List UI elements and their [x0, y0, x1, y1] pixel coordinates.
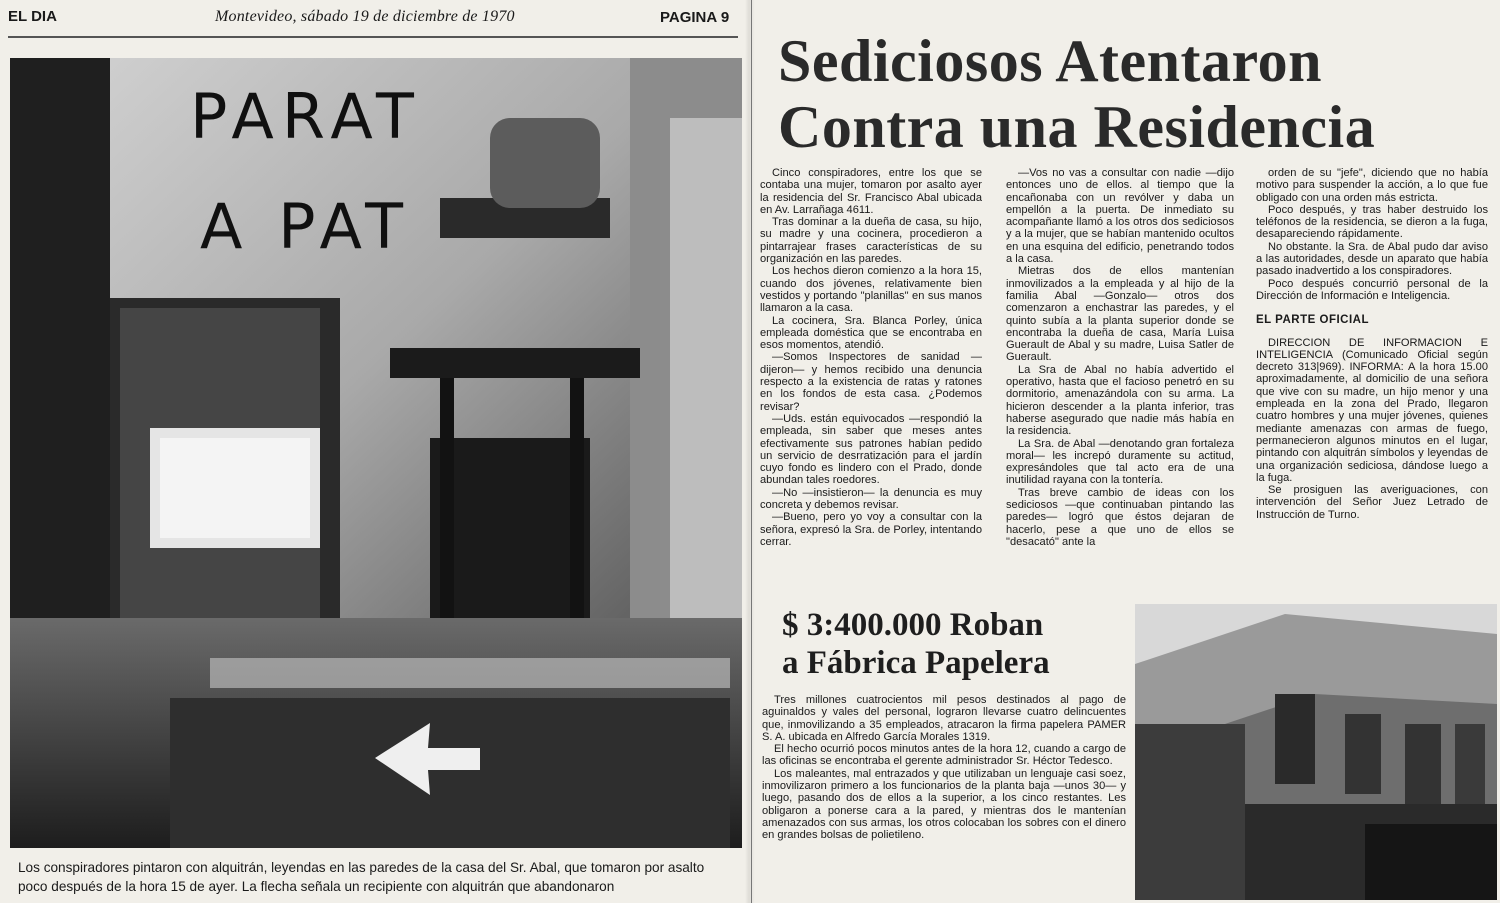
second-story-body — [762, 694, 1126, 899]
paragraph: —No —insistieron— la denuncia es muy concreta y debemos revisar. — [760, 486, 982, 512]
page-fold — [745, 0, 759, 903]
main-story-column-2 — [1006, 167, 1234, 607]
building-photo-illustration — [1135, 604, 1497, 900]
dateline: Montevideo, sábado 19 de diciembre de 1970 — [215, 8, 515, 25]
paragraph: —Somos Inspectores de sanidad —dijeron— y hemos recibido una denuncia respecto a la existencia de ratas y ratones en los fondos de esta casa. ¿Podemos revisar? — [760, 351, 982, 413]
paragraph: El hecho ocurrió pocos minutos antes de la hora 12, cuando a cargo de las oficinas se encontraba el gerente administrador Sr. Héctor Tedesco. — [762, 743, 1126, 768]
main-story-column-1 — [760, 167, 982, 607]
main-headline-line-1: Sediciosos Atentaron — [778, 28, 1322, 94]
paragraph: La Sra. de Abal —denotando gran fortaleza moral— les increpó duramente su actitud, expresándoles que tal acto era de una inutilidad rayana con la tontería. — [1006, 437, 1234, 487]
paragraph: —Bueno, pero yo voy a consultar con la señora, expresó la Sra. de Porley, intentando cerrar. — [760, 511, 982, 548]
page-number: PAGINA 9 — [660, 9, 730, 26]
official-report-heading: EL PARTE OFICIAL — [1256, 314, 1369, 327]
official-report-text: DIRECCION DE INFORMACION E INTELIGENCIA (Comunicado Oficial según decreto 313|969). INFORMA: A la hora 15.00 aproximadamente, al domicilio de una señora que vive con su madre, un hijo menor y una empleada en la zona del Prado, llegaron cuatro hombres y una mujer jóvenes, quienes mediante amenazas con armas de fuego, permanecieron algunos minutos en el lugar, pintando con alquitrán símbolos y leyendas de una organización sediciosa, dándose luego a la fuga. — [1256, 336, 1488, 484]
graffiti-line-1: PARAT — [190, 80, 422, 153]
paragraph: Los maleantes, mal entrazados y que utilizaban un lenguaje casi soez, inmovilizaron primero a los funcionarios de la planta baja —unos 30— y luego, pasando dos de ellos a la superior, a los cinco restantes. Les obligaron a ponerse cara a la pared, y mientras dos le mantenían amenazados con sus armas, los otros colocaban los sobres con el dinero en grandes bolsas de polietileno. — [762, 767, 1126, 842]
paragraph: Poco después, y tras haber destruido los teléfonos de la residencia, se dieron a la fuga, desapareciendo rápidamente. — [1256, 203, 1488, 241]
residence-photo-illustration — [10, 58, 742, 848]
official-report-close: Se prosiguen las averiguaciones, con intervención del Señor Juez Letrado de Instrucción de Turno. — [1256, 484, 1488, 521]
paragraph: Cinco conspiradores, entre los que se contaba una mujer, tomaron por asalto ayer la residencia del Sr. Francisco Abal ubicada en Av. Larrañaga 4611. — [760, 167, 982, 216]
main-story-column-3 — [1256, 167, 1488, 607]
photo-caption: Los conspiradores pintaron con alquitrán, leyendas en las paredes de la casa del Sr. Abal, que tomaron por asalto poco después de la hora 15 de ayer. La flecha señala un recipiente con alquitrán que abandonaron — [18, 860, 705, 894]
second-headline-line-2: a Fábrica Papelera — [782, 645, 1050, 681]
paragraph: Tras dominar a la dueña de casa, su hijo, su madre y una cocinera, procedieron a pintarrajear frases características de su organización en las paredes. — [760, 216, 982, 266]
paragraph: Los hechos dieron comienzo a la hora 15, cuando dos jóvenes, relativamente bien vestidos y portando "planillas" en sus manos llamaron a la casa. — [760, 265, 982, 315]
masthead-rule — [8, 36, 738, 38]
residence-photo — [10, 58, 742, 848]
paragraph: orden de su "jefe", diciendo que no había motivo para suspender la acción, a lo que fue obligado con una orden más estricta. — [1256, 167, 1488, 204]
paragraph: La cocinera, Sra. Blanca Porley, única empleada doméstica que se encontraba en esos momentos, atendió. — [760, 314, 982, 352]
paragraph: Mietras dos de ellos mantenían inmovilizados a la empleada y al hijo de la familia Abal —Gonzalo— otros dos comenzaron a enchastrar las paredes, y el quinto subía a la planta superior donde se encontraba la dueña de casa, María Luisa Guerault de Abal y su madre, Luisa Satler de Guerault. — [1006, 265, 1234, 364]
main-headline — [778, 28, 1478, 160]
paragraph: —Vos no vas a consultar con nadie —dijo entonces uno de ellos. al tiempo que la encañonaba con un revólver y daba un empellón a la puerta. De inmediato su acompañante llamó a los otros dos sediciosos y a la mujer, que se habían mantenido ocultos en una esquina del edificio, penetrando todos a la casa. — [1006, 167, 1234, 266]
paragraph: Tres millones cuatrocientos mil pesos destinados al pago de aguinaldos y vales del personal, lograron llevarse cuatro delincuentes que, inmovilizando a 35 empleados, atracaron la firma papelera PAMER S. A. ubicada en Alfredo García Morales 1319. — [762, 694, 1126, 743]
second-headline-line-1: $ 3:400.000 Roban — [782, 607, 1044, 643]
paragraph: Tras breve cambio de ideas con los sediciosos —que continuaban pintando las paredes— logró que éstos dejaran de hacerlo, pese a que uno de ellos se "desacató" ante la — [1006, 486, 1234, 548]
graffiti-line-2: A PAT — [200, 190, 412, 263]
main-headline-line-2: Contra una Residencia — [778, 94, 1376, 160]
paragraph: —Uds. están equivocados —respondió la empleada, sin saber que meses antes efectivamente sus patrones habían pedido un servicio de desrratización para el jardín cuyo fondo es lindero con el Prado, donde abundan tales roedores. — [760, 412, 982, 487]
building-photo — [1135, 604, 1497, 900]
column-divider — [751, 0, 752, 903]
paragraph: Poco después concurrió personal de la Dirección de Información e Inteligencia. — [1256, 277, 1488, 302]
paragraph: La Sra de Abal no había advertido el operativo, hasta que el facioso penetró en su dormitorio, amenazándola con su arma. La hicieron descender a la planta inferior, tras haberse asegurado que nadie más había en la residencia. — [1006, 363, 1234, 438]
newspaper-name: EL DIA — [8, 8, 57, 25]
paragraph: No obstante. la Sra. de Abal pudo dar aviso a las autoridades, desde un aparato que había pasado inadvertido a los conspiradores. — [1256, 240, 1488, 278]
second-headline — [782, 606, 1122, 682]
